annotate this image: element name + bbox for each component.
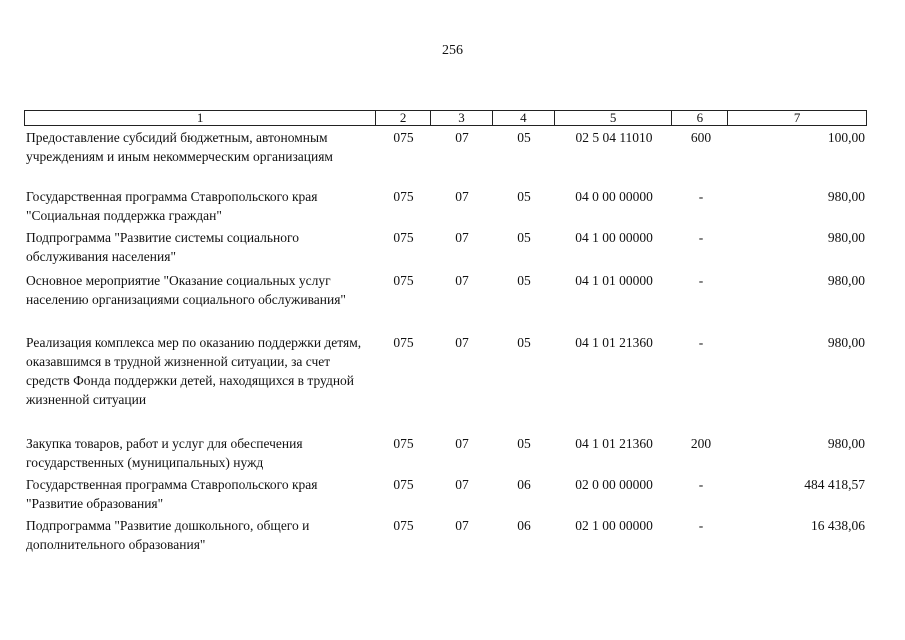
table-row (24, 187, 867, 225)
row-col-4: 06 (517, 518, 531, 533)
table-row (24, 434, 867, 472)
table-row (24, 128, 867, 166)
row-col-2: 075 (393, 130, 414, 145)
row-col-6: 200 (690, 436, 712, 451)
row-col-6: - (698, 335, 704, 350)
row-col-2: 075 (393, 477, 414, 492)
row-col-6: - (698, 230, 704, 245)
row-col-6: - (698, 189, 704, 204)
row-col-5: 02 1 00 00000 (575, 518, 653, 533)
row-col-3: 07 (455, 335, 469, 350)
row-col-3: 07 (455, 230, 469, 245)
header-col-7: 7 (793, 110, 801, 125)
row-name: Основное мероприятие "Оказание социальных услуг населению организациями социального обслуживания" (26, 273, 346, 307)
row-col-4: 05 (517, 436, 531, 451)
row-name: Реализация комплекса мер по оказанию поддержки детям, оказавшимся в трудной жизненной ситуации, за счет средств Фонда поддержки детей, находящихся в трудной жизненной ситуации (26, 335, 362, 407)
row-col-6: 600 (690, 130, 712, 145)
row-col-4: 05 (517, 335, 531, 350)
row-name: Государственная программа Ставропольского края "Социальная поддержка граждан" (26, 189, 318, 223)
row-name: Закупка товаров, работ и услуг для обеспечения государственных (муниципальных) нужд (26, 436, 303, 470)
header-col-4: 4 (493, 111, 555, 125)
row-name: Предоставление субсидий бюджетным, автономным учреждениям и иным некоммерческим организациям (26, 130, 333, 164)
row-col-5: 02 0 00 00000 (575, 477, 653, 492)
row-col-7: 980,00 (827, 335, 865, 350)
row-col-5: 02 5 04 11010 (575, 130, 653, 145)
row-col-6: - (698, 273, 704, 288)
row-col-3: 07 (455, 189, 469, 204)
row-col-5: 04 1 01 21360 (575, 436, 653, 451)
row-col-3: 07 (455, 273, 469, 288)
row-col-2: 075 (393, 436, 414, 451)
row-col-6: - (698, 477, 704, 492)
row-col-5: 04 1 00 00000 (575, 230, 653, 245)
header-col-2: 2 (376, 111, 431, 125)
row-col-3: 07 (455, 477, 469, 492)
row-col-2: 075 (393, 189, 414, 204)
header-col-6: 6 (672, 111, 728, 125)
header-col-3: 3 (431, 111, 493, 125)
table-row (24, 228, 867, 266)
row-col-3: 07 (455, 436, 469, 451)
table-row (24, 475, 867, 513)
row-col-4: 05 (517, 130, 531, 145)
row-col-4: 05 (517, 273, 531, 288)
row-col-2: 075 (393, 273, 414, 288)
row-col-4: 06 (517, 477, 531, 492)
row-name: Подпрограмма "Развитие системы социального обслуживания населения" (26, 230, 299, 264)
row-col-4: 05 (517, 189, 531, 204)
row-name: Подпрограмма "Развитие дошкольного, общего и дополнительного образования" (26, 518, 310, 552)
page-number: 256 (442, 43, 463, 58)
row-col-7: 16 438,06 (811, 518, 865, 533)
row-col-2: 075 (393, 335, 414, 350)
row-col-5: 04 1 01 21360 (575, 335, 653, 350)
row-col-4: 05 (517, 230, 531, 245)
header-col-1: 1 (25, 111, 376, 125)
row-name: Государственная программа Ставропольского края "Развитие образования" (26, 477, 318, 511)
header-col-5: 5 (555, 111, 673, 125)
row-col-6: - (698, 518, 704, 533)
row-col-5: 04 0 00 00000 (575, 189, 653, 204)
row-col-5: 04 1 01 00000 (575, 273, 653, 288)
row-col-2: 075 (393, 518, 414, 533)
row-col-7: 980,00 (827, 230, 865, 245)
row-col-7: 484 418,57 (804, 477, 865, 492)
row-col-7: 980,00 (827, 273, 865, 288)
table-row (24, 516, 867, 554)
row-col-7: 100,00 (827, 130, 865, 145)
row-col-7: 980,00 (827, 436, 865, 451)
row-col-7: 980,00 (827, 189, 865, 204)
row-col-3: 07 (455, 518, 469, 533)
row-col-2: 075 (393, 230, 414, 245)
table-header (24, 110, 867, 126)
row-col-3: 07 (455, 130, 469, 145)
table-row (24, 271, 867, 309)
table-row (24, 333, 867, 409)
